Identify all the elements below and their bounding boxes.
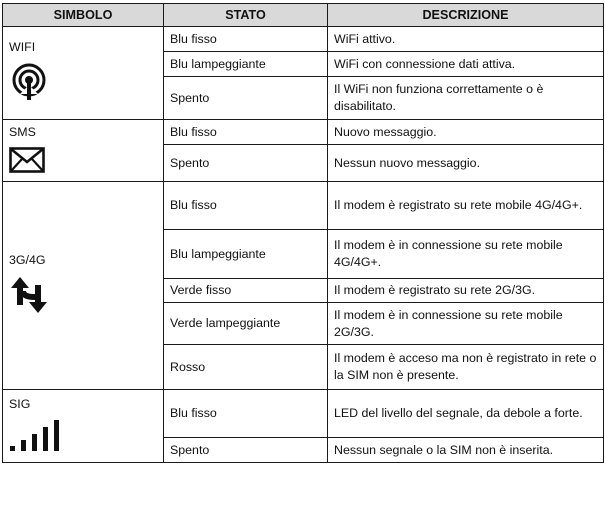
header-symbol: SIMBOLO	[3, 4, 164, 27]
description-cell: WiFi con connessione dati attiva.	[328, 52, 604, 77]
symbol-label-sig: SIG	[9, 397, 31, 411]
state-cell: Blu fisso	[164, 120, 328, 145]
symbol-label-wifi: WIFI	[9, 40, 36, 54]
description-cell: Il WiFi non funziona correttamente o è disabilitato.	[328, 77, 604, 120]
table-row	[3, 27, 604, 52]
description-cell: Il modem è registrato su rete 2G/3G.	[328, 279, 604, 303]
symbol-cell-3g4g	[3, 182, 164, 390]
state-cell: Blu lampeggiante	[164, 230, 328, 279]
description-cell: WiFi attivo.	[328, 27, 604, 52]
description-cell: Nessun segnale o la SIM non è inserita.	[328, 438, 604, 463]
state-cell: Rosso	[164, 345, 328, 390]
symbol-cell-sig	[3, 390, 164, 463]
state-cell: Blu lampeggiante	[164, 52, 328, 77]
state-cell: Verde lampeggiante	[164, 303, 328, 345]
description-cell: Il modem è registrato su rete mobile 4G/4G+.	[328, 182, 604, 230]
state-cell: Spento	[164, 145, 328, 182]
state-cell: Blu fisso	[164, 182, 328, 230]
description-cell: Nessun nuovo messaggio.	[328, 145, 604, 182]
symbol-label-sms: SMS	[9, 124, 36, 139]
signal-bars-icon	[9, 419, 67, 456]
wifi-icon	[9, 62, 49, 107]
description-cell: Nuovo messaggio.	[328, 120, 604, 145]
header-state: STATO	[164, 4, 328, 27]
state-cell: Blu fisso	[164, 27, 328, 52]
description-cell: Il modem è acceso ma non è registrato in rete o la SIM non è presente.	[328, 345, 604, 390]
state-cell: Blu fisso	[164, 390, 328, 438]
state-cell: Spento	[164, 77, 328, 120]
symbol-label-3g4g: 3G/4G	[9, 252, 46, 267]
description-cell: Il modem è in connessione su rete mobile 4G/4G+.	[328, 230, 604, 279]
envelope-icon	[9, 147, 45, 178]
led-status-table	[2, 3, 604, 463]
table-row	[3, 182, 604, 230]
state-cell: Spento	[164, 438, 328, 463]
data-arrows-icon	[9, 275, 49, 320]
symbol-cell-wifi	[3, 27, 164, 120]
table-row	[3, 120, 604, 145]
symbol-cell-sms	[3, 120, 164, 182]
description-cell: LED del livello del segnale, da debole a forte.	[328, 390, 604, 438]
header-description: DESCRIZIONE	[328, 4, 604, 27]
description-cell: Il modem è in connessione su rete mobile 2G/3G.	[328, 303, 604, 345]
state-cell: Verde fisso	[164, 279, 328, 303]
table-row	[3, 390, 604, 438]
header-row	[3, 4, 604, 27]
